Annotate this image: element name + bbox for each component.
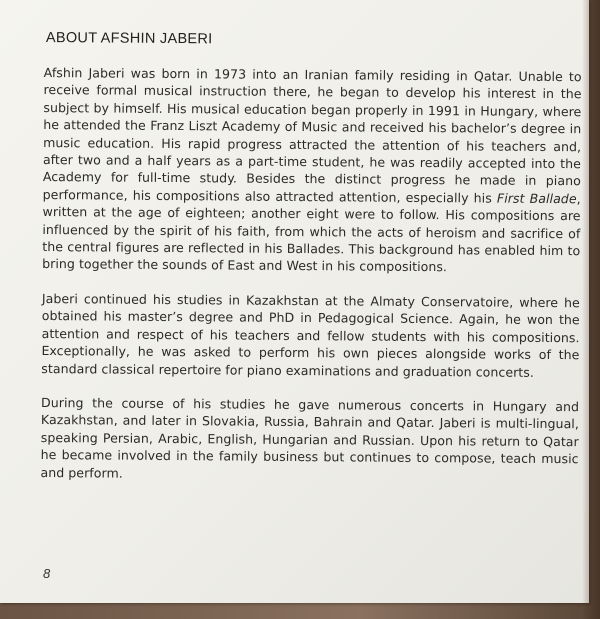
paragraph-3: During the course of his studies he gave numerous concerts in Hungary and Kazakhstan, and later in Slovakia, Russia, Bahrain and Qatar. Jaberi is multi-lingual, speaking Persian, Arabic, English, Hungarian and Russian. Upon his return to Qatar he became involved in the family business but continues to compose, teach music and perform. (40, 394, 580, 481)
paragraph-1 (42, 64, 582, 277)
work-title: First Ballade (496, 190, 577, 207)
page-number: 8 (43, 566, 51, 581)
paragraph-1-text-a: Afshin Jaberi was born in 1973 into an Iranian family residing in Qatar. Unable to receive formal musical instruction there, he began to develop his interest in the subject by himself. His musical education began properly in 1991 in Hungary, where he attended the Franz Liszt Academy of Music and received his bachelor’s degree in music education. His rapid progress attracted the attention of his teachers and, after two and a half years as a part-time student, he was readily accepted into the Academy for full-time study. Besides the distinct progress he made in piano performance, his compositions also attracted attention, especially his (42, 64, 582, 206)
page-heading: ABOUT AFSHIN JABERI (45, 30, 213, 48)
paragraph-1-text-b: , written at the age of eighteen; another eight were to follow. His compositions are influenced by the spirit of his faith, from which the acts of heroism and sacrifice of the central figures are reflected in his Ballades. This background has enabled him to bring together the sounds of East and West in his compositions. (42, 191, 581, 275)
paragraph-2: Jaberi continued his studies in Kazakhstan at the Almaty Conservatoire, where he obtained his master’s degree and PhD in Pedagogical Science. Again, he won the attention and respect of his teachers and fellow students with his compositions. Exceptionally, he was asked to perform his own pieces alongside works of the standard classical repertoire for piano examinations and graduation concerts. (41, 290, 580, 380)
page-edge-shadow (582, 0, 600, 619)
page-content (40, 30, 582, 502)
